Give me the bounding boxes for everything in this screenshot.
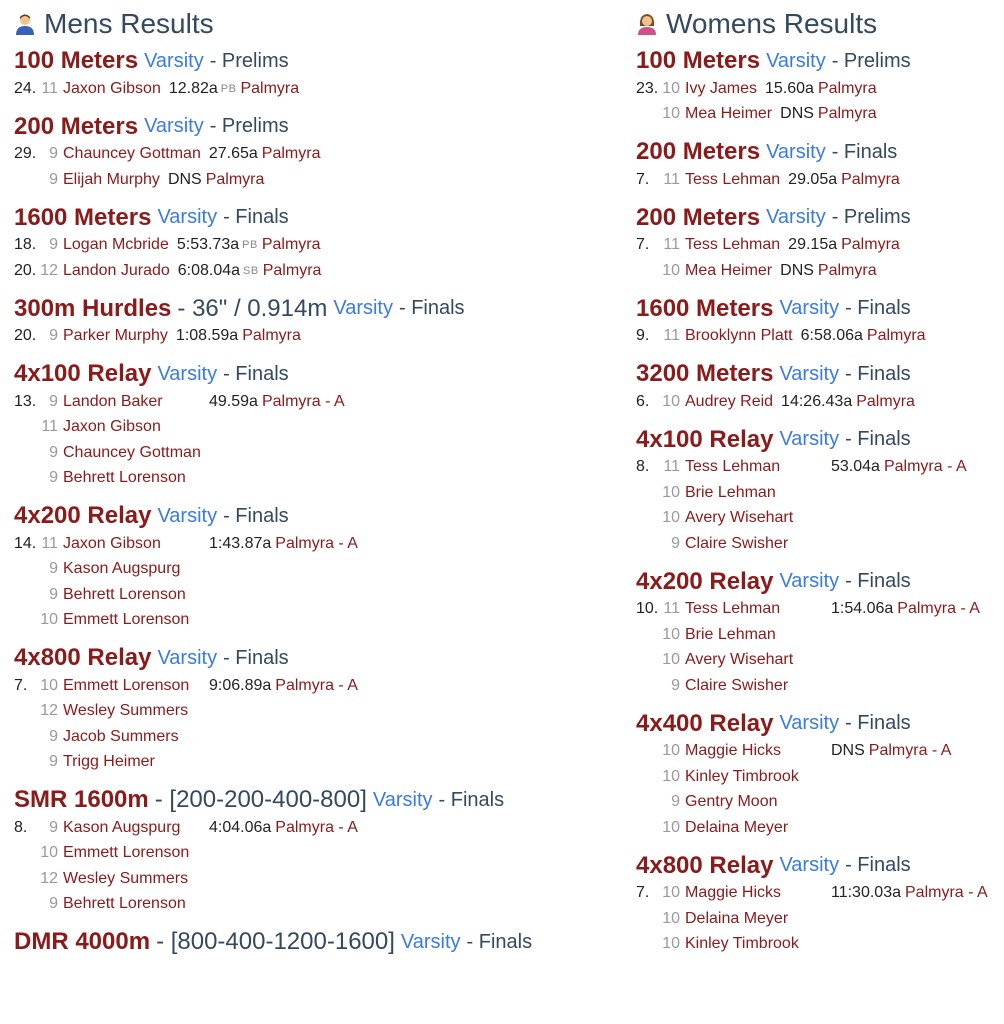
athlete-name-link[interactable]: Maggie Hicks — [685, 742, 782, 760]
grade: 9 — [49, 392, 58, 410]
team-link[interactable]: Palmyra — [261, 236, 321, 254]
event-round: - Finals — [845, 570, 911, 592]
grade: 11 — [41, 534, 58, 552]
event-level-link[interactable]: Varsity — [157, 206, 218, 228]
event-spec: - 36" / 0.914m — [177, 294, 328, 322]
record-tag: PB — [242, 239, 258, 252]
event-block — [14, 46, 604, 102]
event-block — [14, 203, 604, 284]
team-link[interactable]: Palmyra - A — [261, 392, 345, 410]
event-level-link[interactable]: Varsity — [144, 115, 204, 137]
event-title — [14, 927, 604, 957]
event-title — [636, 359, 1004, 389]
grade: 9 — [49, 469, 58, 487]
place: 6. — [636, 392, 650, 410]
athlete-name-link[interactable]: Jaxon Gibson — [63, 79, 161, 97]
result-row — [14, 142, 604, 168]
place: 13. — [14, 392, 37, 410]
event-title — [636, 709, 1004, 739]
mark: 11:30.03a — [831, 884, 901, 902]
mark: 4:04.06a — [209, 818, 272, 836]
relay-leg-row — [14, 466, 604, 492]
relay-leg-row — [14, 582, 604, 608]
event-level-link[interactable]: Varsity — [779, 570, 840, 592]
athlete-name-link[interactable]: Elijah Murphy — [63, 170, 160, 188]
event-level-link[interactable]: Varsity — [400, 930, 461, 953]
event-level-link[interactable]: Varsity — [779, 712, 840, 734]
event-round: - Finals — [831, 140, 898, 163]
event-title — [636, 46, 1004, 76]
grade: 10 — [662, 884, 680, 902]
athlete-name-link[interactable]: Kason Augspurg — [63, 560, 181, 578]
event-round: - Finals — [845, 854, 911, 876]
athlete-name-link[interactable]: Delaina Meyer — [685, 909, 789, 927]
team-link[interactable]: Palmyra — [261, 145, 321, 163]
result-row — [636, 233, 1004, 259]
mark: 12.82a — [168, 79, 218, 97]
grade: 10 — [662, 392, 680, 410]
event-block — [14, 927, 604, 957]
result-row — [636, 324, 1004, 350]
event-block — [14, 359, 604, 491]
team-link[interactable]: Palmyra — [262, 261, 322, 279]
grade: 9 — [671, 793, 680, 811]
event-name-link[interactable]: 1600 Meters — [14, 203, 152, 231]
athlete-name-link[interactable]: Tess Lehman — [685, 170, 781, 188]
grade: 10 — [40, 676, 58, 694]
result-row — [14, 167, 604, 193]
event-round: - Prelims — [209, 49, 289, 72]
event-name-link[interactable]: 4x100 Relay — [14, 360, 152, 387]
team-link[interactable]: Palmyra - A — [275, 676, 358, 694]
athlete-name-link[interactable]: Kinley Timbrook — [685, 935, 799, 953]
event-block — [636, 46, 1004, 127]
mark: DNS — [780, 261, 814, 279]
event-level-link[interactable]: Varsity — [372, 788, 433, 811]
athlete-name-link[interactable]: Chauncey Gottman — [63, 443, 201, 461]
athlete-name-link[interactable]: Logan Mcbride — [63, 236, 169, 254]
relay-row — [14, 389, 604, 415]
relay-leg-row — [14, 608, 604, 634]
mens-results-column — [14, 0, 604, 957]
event-round: - Finals — [845, 297, 911, 319]
grade: 9 — [49, 145, 58, 163]
event-block — [636, 137, 1004, 193]
event-name-link[interactable]: 300m Hurdles — [14, 294, 172, 322]
mark: 49.59a — [209, 392, 258, 410]
event-round: - Finals — [223, 206, 289, 228]
mens-title: Mens Results — [44, 8, 214, 39]
mark: DNS — [167, 170, 202, 188]
event-spec: - [200-200-400-800] — [154, 786, 367, 813]
relay-row — [14, 673, 604, 699]
event-round: - Prelims — [831, 49, 911, 72]
mark: 6:58.06a — [800, 327, 863, 345]
athlete-name-link[interactable]: Avery Wisehart — [685, 509, 794, 527]
mark: 53.04a — [831, 458, 880, 476]
grade: 10 — [662, 651, 680, 669]
athlete-name-link[interactable]: Emmett Lorenson — [63, 611, 190, 629]
event-round: - Finals — [223, 362, 289, 385]
event-name-link[interactable]: 4x400 Relay — [636, 709, 774, 737]
grade: 10 — [662, 625, 680, 643]
athlete-name-link[interactable]: Emmett Lorenson — [63, 676, 190, 694]
relay-leg-row — [14, 440, 604, 466]
event-title — [636, 567, 1004, 597]
grade: 9 — [49, 895, 58, 913]
grade: 12 — [40, 702, 58, 720]
athlete-name-link[interactable]: Delaina Meyer — [685, 818, 789, 836]
athlete-name-link[interactable]: Mea Heimer — [685, 105, 773, 123]
event-title — [14, 294, 604, 324]
relay-leg-row — [636, 673, 1004, 699]
event-level-link[interactable]: Varsity — [766, 206, 826, 228]
relay-row — [636, 455, 1004, 481]
event-level-link[interactable]: Varsity — [144, 49, 204, 72]
event-block — [14, 643, 604, 775]
event-title — [636, 203, 1004, 233]
event-round: - Finals — [223, 646, 289, 669]
relay-row — [14, 531, 604, 557]
mark: 1:54.06a — [831, 600, 894, 618]
event-block — [636, 425, 1004, 557]
event-block — [14, 112, 604, 193]
event-block — [636, 709, 1004, 841]
event-name-link[interactable]: 4x800 Relay — [636, 851, 774, 879]
event-level-link[interactable]: Varsity — [333, 297, 393, 319]
mark: DNS — [831, 742, 865, 760]
result-row — [636, 102, 1004, 128]
event-level-link[interactable]: Varsity — [779, 854, 840, 876]
event-level-link[interactable]: Varsity — [157, 362, 218, 385]
mark: 15.60a — [765, 79, 814, 97]
event-level-link[interactable]: Varsity — [779, 428, 840, 450]
result-row — [636, 258, 1004, 284]
team-link[interactable]: Palmyra - A — [897, 600, 980, 618]
event-round: - Prelims — [831, 206, 911, 228]
relay-leg-row — [636, 506, 1004, 532]
event-level-link[interactable]: Varsity — [157, 504, 218, 527]
athlete-name-link[interactable]: Brooklynn Platt — [685, 327, 793, 345]
team-link[interactable]: Palmyra - A — [905, 884, 988, 902]
team-link[interactable]: Palmyra — [240, 79, 300, 97]
relay-row — [636, 739, 1004, 765]
place: 18. — [14, 236, 37, 254]
event-round: - Prelims — [209, 115, 289, 137]
grade: 9 — [49, 560, 58, 578]
team-link[interactable]: Palmyra — [841, 236, 900, 254]
event-block — [636, 294, 1004, 350]
team-link[interactable]: Palmyra — [205, 170, 265, 188]
relay-leg-row — [636, 932, 1004, 958]
grade: 11 — [663, 600, 680, 618]
athlete-name-link[interactable]: Tess Lehman — [685, 458, 781, 476]
athlete-name-link[interactable]: Jaxon Gibson — [63, 534, 161, 552]
athlete-name-link[interactable]: Wesley Summers — [63, 702, 189, 720]
event-round: - Finals — [438, 788, 505, 811]
relay-leg-row — [636, 622, 1004, 648]
team-link[interactable]: Palmyra — [817, 261, 877, 279]
grade: 10 — [662, 767, 680, 785]
grade: 9 — [671, 534, 680, 552]
womens-results-heading — [636, 6, 1004, 42]
team-link[interactable]: Palmyra - A — [883, 458, 967, 476]
event-block — [636, 203, 1004, 284]
grade: 9 — [49, 443, 58, 461]
relay-row — [636, 881, 1004, 907]
athlete-name-link[interactable]: Audrey Reid — [685, 392, 774, 410]
mark: 29.15a — [788, 236, 838, 254]
grade: 10 — [662, 935, 680, 953]
event-name-link[interactable]: 100 Meters — [636, 47, 761, 74]
relay-leg-row — [636, 815, 1004, 841]
team-link[interactable]: Palmyra — [841, 170, 900, 188]
grade: 10 — [40, 844, 58, 862]
athlete-name-link[interactable]: Parker Murphy — [63, 327, 168, 345]
team-link[interactable]: Palmyra — [856, 392, 915, 410]
result-row — [14, 233, 604, 259]
grade: 10 — [662, 909, 680, 927]
relay-leg-row — [636, 790, 1004, 816]
relay-leg-row — [14, 750, 604, 776]
event-block — [14, 785, 604, 917]
relay-leg-row — [636, 648, 1004, 674]
grade: 9 — [49, 327, 58, 345]
relay-leg-row — [14, 415, 604, 441]
grade: 10 — [662, 509, 680, 527]
athlete-name-link[interactable]: Claire Swisher — [685, 676, 789, 694]
womens-results-column — [636, 0, 1004, 957]
athlete-name-link[interactable]: Kason Augspurg — [63, 818, 181, 836]
grade: 10 — [662, 261, 680, 279]
mark: 5:53.73a — [176, 236, 240, 254]
place: 7. — [636, 170, 650, 188]
team-link[interactable]: Palmyra - A — [275, 534, 358, 552]
womens-title: Womens Results — [666, 8, 878, 39]
grade: 12 — [40, 869, 58, 887]
event-round: - Finals — [845, 712, 911, 734]
mark: 1:08.59a — [175, 327, 239, 345]
grade: 11 — [663, 170, 680, 188]
event-title — [636, 137, 1004, 167]
event-name-link[interactable]: 1600 Meters — [636, 294, 774, 322]
grade: 10 — [662, 818, 680, 836]
place: 14. — [14, 534, 37, 552]
grade: 9 — [49, 170, 58, 188]
event-name-link[interactable]: 3200 Meters — [636, 360, 774, 387]
athlete-name-link[interactable]: Gentry Moon — [685, 793, 778, 811]
athlete-name-link[interactable]: Maggie Hicks — [685, 884, 782, 902]
place: 20. — [14, 261, 37, 279]
athlete-name-link[interactable]: Claire Swisher — [685, 534, 789, 552]
event-round: - Finals — [466, 930, 533, 953]
event-title — [14, 501, 604, 531]
mark: 27.65a — [208, 145, 258, 163]
event-level-link[interactable]: Varsity — [157, 646, 218, 669]
grade: 9 — [49, 585, 58, 603]
event-block — [636, 851, 1004, 958]
event-title — [14, 785, 604, 815]
mark: 6:08.04a — [177, 261, 241, 279]
event-name-link[interactable]: 200 Meters — [636, 203, 761, 231]
relay-leg-row — [14, 557, 604, 583]
relay-leg-row — [636, 764, 1004, 790]
place: 9. — [636, 327, 650, 345]
event-name-link[interactable]: 4x800 Relay — [14, 644, 152, 671]
event-level-link[interactable]: Varsity — [779, 362, 840, 385]
place: 7. — [636, 236, 650, 254]
relay-row — [14, 815, 604, 841]
event-name-link[interactable]: 200 Meters — [14, 112, 139, 140]
man-icon — [14, 13, 36, 35]
grade: 10 — [662, 483, 680, 501]
athlete-name-link[interactable]: Chauncey Gottman — [63, 145, 201, 163]
athlete-name-link[interactable]: Landon Baker — [63, 392, 163, 410]
event-round: - Finals — [223, 504, 289, 527]
event-name-link[interactable]: 4x200 Relay — [14, 502, 152, 529]
grade: 10 — [40, 611, 58, 629]
result-row — [636, 389, 1004, 415]
athlete-name-link[interactable]: Trigg Heimer — [63, 753, 155, 771]
relay-row — [636, 597, 1004, 623]
event-title — [14, 46, 604, 76]
grade: 9 — [49, 818, 58, 836]
team-link[interactable]: Palmyra - A — [868, 742, 952, 760]
athlete-name-link[interactable]: Tess Lehman — [685, 236, 781, 254]
event-name-link[interactable]: DMR 4000m — [14, 928, 151, 955]
event-block — [14, 294, 604, 350]
result-row — [14, 324, 604, 350]
relay-leg-row — [636, 906, 1004, 932]
grade: 10 — [662, 105, 680, 123]
place: 8. — [636, 458, 650, 476]
mark: 1:43.87a — [209, 534, 272, 552]
event-title — [14, 203, 604, 233]
place: 7. — [14, 676, 28, 694]
relay-leg-row — [14, 724, 604, 750]
athlete-name-link[interactable]: Ivy James — [685, 79, 758, 97]
place: 29. — [14, 145, 37, 163]
athlete-name-link[interactable]: Behrett Lorenson — [63, 469, 186, 487]
event-level-link[interactable]: Varsity — [779, 297, 840, 319]
grade: 11 — [41, 79, 58, 97]
athlete-name-link[interactable]: Avery Wisehart — [685, 651, 794, 669]
result-row — [14, 258, 604, 284]
result-row — [14, 76, 604, 102]
athlete-name-link[interactable]: Emmett Lorenson — [63, 844, 190, 862]
athlete-name-link[interactable]: Mea Heimer — [685, 261, 773, 279]
mark: DNS — [780, 105, 814, 123]
team-link[interactable]: Palmyra — [242, 327, 301, 345]
event-name-link[interactable]: 4x200 Relay — [636, 567, 774, 595]
event-title — [636, 425, 1004, 455]
athlete-name-link[interactable]: Behrett Lorenson — [63, 895, 186, 913]
grade: 10 — [662, 79, 680, 97]
relay-leg-row — [14, 699, 604, 725]
athlete-name-link[interactable]: Wesley Summers — [63, 869, 189, 887]
event-round: - Finals — [845, 428, 911, 450]
athlete-name-link[interactable]: Kinley Timbrook — [685, 767, 799, 785]
athlete-name-link[interactable]: Behrett Lorenson — [63, 585, 186, 603]
record-tag: SB — [243, 264, 259, 277]
team-link[interactable]: Palmyra - A — [275, 818, 358, 836]
event-title — [14, 643, 604, 673]
athlete-name-link[interactable]: Tess Lehman — [685, 600, 781, 618]
result-row — [636, 167, 1004, 193]
event-title — [14, 112, 604, 142]
grade: 11 — [663, 458, 680, 476]
place: 7. — [636, 884, 650, 902]
relay-leg-row — [14, 841, 604, 867]
place: 24. — [14, 79, 37, 97]
record-tag: PB — [220, 82, 237, 95]
grade: 11 — [663, 236, 680, 254]
grade: 12 — [40, 261, 58, 279]
event-name-link[interactable]: 100 Meters — [14, 47, 139, 74]
event-title — [636, 294, 1004, 324]
result-row — [636, 76, 1004, 102]
team-link[interactable]: Palmyra — [817, 79, 877, 97]
athlete-name-link[interactable]: Brie Lehman — [685, 483, 776, 501]
grade: 9 — [49, 236, 58, 254]
place: 20. — [14, 327, 37, 345]
event-block — [636, 567, 1004, 699]
relay-leg-row — [636, 480, 1004, 506]
mark: 29.05a — [788, 170, 838, 188]
grade: 9 — [671, 676, 680, 694]
relay-leg-row — [14, 866, 604, 892]
event-title — [14, 359, 604, 389]
mark: 14:26.43a — [781, 392, 853, 410]
grade: 11 — [41, 418, 58, 436]
event-level-link[interactable]: Varsity — [766, 140, 826, 163]
event-name-link[interactable]: 200 Meters — [636, 138, 761, 165]
event-name-link[interactable]: 4x100 Relay — [636, 425, 774, 453]
relay-leg-row — [636, 531, 1004, 557]
athlete-name-link[interactable]: Jacob Summers — [63, 727, 179, 745]
event-title — [636, 851, 1004, 881]
grade: 9 — [49, 727, 58, 745]
event-name-link[interactable]: SMR 1600m — [14, 786, 149, 813]
relay-leg-row — [14, 892, 604, 918]
grade: 10 — [662, 742, 680, 760]
athlete-name-link[interactable]: Jaxon Gibson — [63, 418, 161, 436]
event-round: - Finals — [398, 297, 465, 319]
place: 23. — [636, 79, 659, 97]
event-block — [636, 359, 1004, 415]
event-level-link[interactable]: Varsity — [766, 49, 826, 72]
mens-results-heading — [14, 6, 604, 42]
event-block — [14, 501, 604, 633]
event-round: - Finals — [845, 362, 911, 385]
team-link[interactable]: Palmyra — [866, 327, 926, 345]
grade: 9 — [49, 753, 58, 771]
event-spec: - [800-400-1200-1600] — [156, 928, 395, 955]
team-link[interactable]: Palmyra — [817, 105, 877, 123]
woman-icon — [636, 13, 658, 35]
place: 10. — [636, 600, 659, 618]
grade: 11 — [663, 327, 680, 345]
athlete-name-link[interactable]: Brie Lehman — [685, 625, 776, 643]
mark: 9:06.89a — [209, 676, 272, 694]
athlete-name-link[interactable]: Landon Jurado — [63, 261, 170, 279]
place: 8. — [14, 818, 28, 836]
